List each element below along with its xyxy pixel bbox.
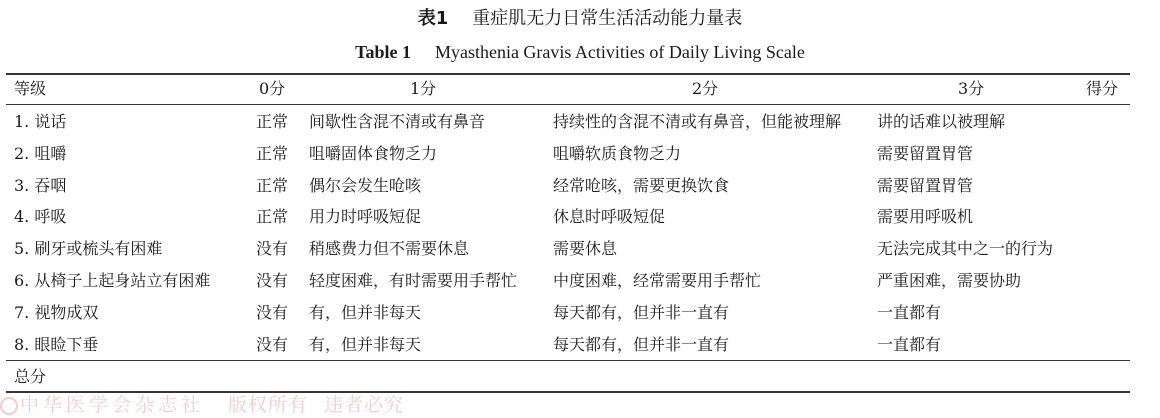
row-score-1: 偶尔会发生呛咳 [309,176,422,195]
row-score-0: 正常 [256,144,289,163]
row-score-2: 咀嚼软质食物乏力 [553,144,682,163]
row-score-3: 需要用呼吸机 [877,207,974,226]
row-score-1: 用力时呼吸短促 [309,207,422,226]
table-total-rule [6,360,1130,361]
header-score-3: 3分 [958,79,985,98]
publisher-seal-icon [0,397,18,415]
header-score-0: 0分 [259,79,286,98]
row-score-1: 有，但并非每天 [309,303,422,322]
header-total-score: 得分 [1086,79,1119,98]
row-score-3: 无法完成其中之一的行为 [877,239,1054,258]
row-score-2: 每天都有，但并非一直有 [553,335,730,354]
row-score-0: 没有 [256,271,289,290]
table-title-english [0,39,1160,65]
row-score-3: 讲的话难以被理解 [877,112,1006,131]
row-score-3: 一直都有 [877,303,942,322]
table-title-cn-text: 重症肌无力日常生活活动能力量表 [472,8,743,29]
row-score-2: 中度困难，经常需要用手帮忙 [553,271,762,290]
row-score-0: 没有 [256,303,289,322]
total-score-label: 总分 [14,367,47,386]
row-score-0: 正常 [256,207,289,226]
row-score-3: 需要留置胃管 [877,176,974,195]
table-number-en: Table 1 [355,42,411,62]
row-item: 1. 说话 [14,112,67,131]
row-score-3: 需要留置胃管 [877,144,974,163]
table-header-rule [6,104,1130,105]
header-grade: 等级 [14,79,47,98]
row-score-2: 需要休息 [553,239,618,258]
row-item: 3. 吞咽 [14,176,67,195]
row-score-3: 一直都有 [877,335,942,354]
row-item: 5. 刷牙或梳头有困难 [14,239,163,258]
row-item: 2. 咀嚼 [14,144,67,163]
row-score-2: 经常呛咳，需要更换饮食 [553,176,730,195]
row-score-1: 轻度困难，有时需要用手帮忙 [309,271,518,290]
row-score-0: 没有 [256,239,289,258]
row-score-2: 每天都有，但并非一直有 [553,303,730,322]
row-item: 8. 眼睑下垂 [14,335,99,354]
row-score-1: 有，但并非每天 [309,335,422,354]
row-item: 7. 视物成双 [14,303,99,322]
header-score-2: 2分 [692,79,719,98]
publisher-watermark [0,392,560,418]
row-score-1: 稍感费力但不需要休息 [309,239,470,258]
row-score-1: 间歇性含混不清或有鼻音 [309,112,486,131]
row-score-3: 严重困难，需要协助 [877,271,1022,290]
row-item: 6. 从椅子上起身站立有困难 [14,271,211,290]
row-score-0: 正常 [256,176,289,195]
row-item: 4. 呼吸 [14,207,67,226]
table-top-rule [6,73,1130,75]
row-score-1: 咀嚼固体食物乏力 [309,144,438,163]
table-title-chinese [0,6,1160,32]
table-number-cn: 表1 [417,8,449,29]
watermark-publisher-text: 中华医学会杂志社 [20,394,205,416]
row-score-2: 休息时呼吸短促 [553,207,666,226]
header-score-1: 1分 [410,79,437,98]
row-score-0: 没有 [256,335,289,354]
row-score-2: 持续性的含混不清或有鼻音，但能被理解 [553,112,842,131]
watermark-copyright-text: 版权所有 [228,394,309,416]
table-title-en-text: Myasthenia Gravis Activities of Daily Living Scale [434,42,805,62]
watermark-warning-text: 违者必究 [324,394,405,416]
row-score-0: 正常 [256,112,289,131]
